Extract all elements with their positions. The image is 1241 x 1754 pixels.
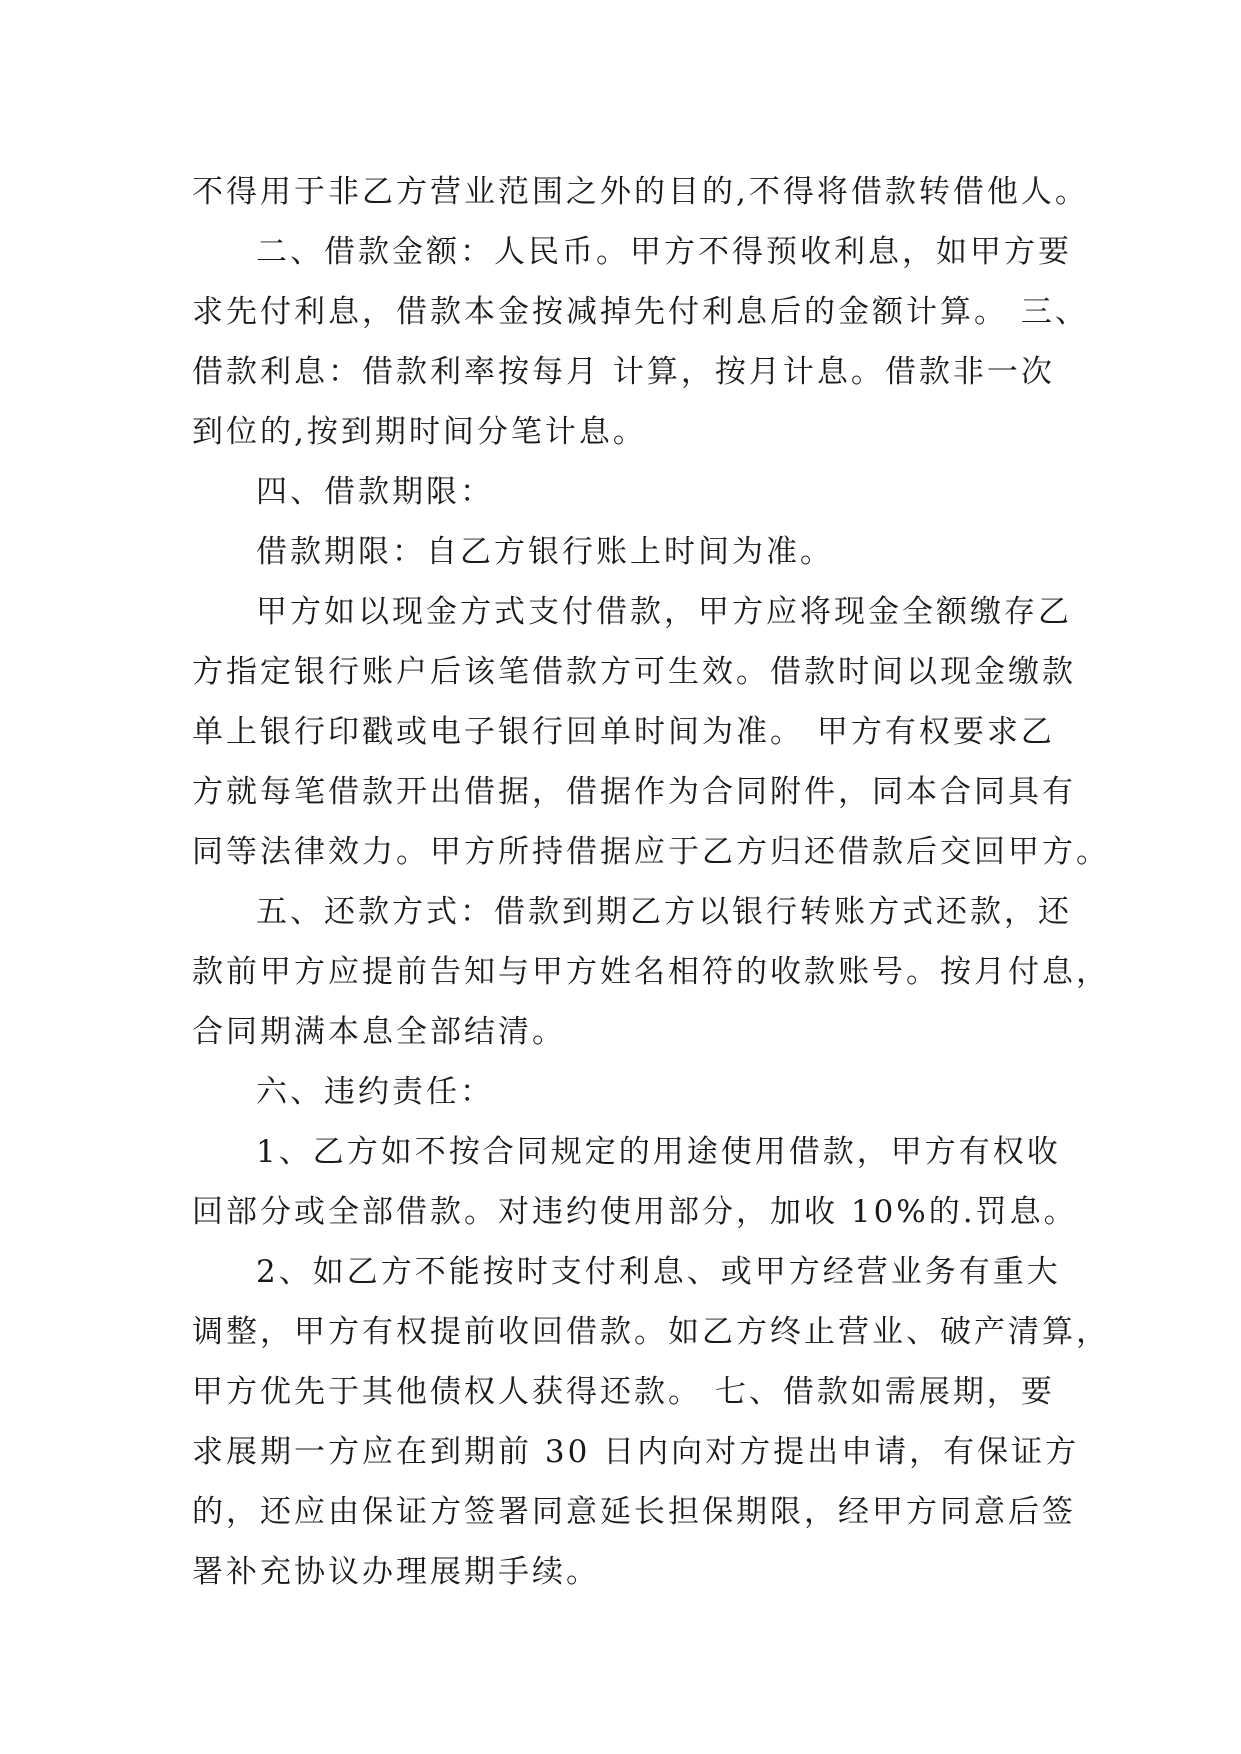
text-line: 1、乙方如不按合同规定的用途使用借款，甲方有权收	[256, 1134, 1061, 1170]
document-body	[192, 162, 1110, 1602]
text-line: 单上银行印戳或电子银行回单时间为准。 甲方有权要求乙	[192, 714, 1055, 750]
text-line: 借款期限：自乙方银行账上时间为准。	[256, 534, 834, 570]
text-line: 求展期一方应在到期前 30 日内向对方提出申请，有保证方	[192, 1434, 1080, 1470]
text-line: 方就每笔借款开出借据，借据作为合同附件，同本合同具有	[192, 774, 1076, 810]
text-line: 回部分或全部借款。对违约使用部分，加收 10%的.罚息。	[192, 1194, 1078, 1230]
text-line: 甲方优先于其他债权人获得还款。 七、借款如需展期，要	[192, 1374, 1055, 1410]
text-line: 同等法律效力。甲方所持借据应于乙方归还借款后交回甲方。	[192, 834, 1110, 870]
section-heading: 六、违约责任：	[256, 1074, 494, 1110]
text-line: 的，还应由保证方签署同意延长担保期限，经甲方同意后签	[192, 1494, 1076, 1530]
text-line: 方指定银行账户后该笔借款方可生效。借款时间以现金缴款	[192, 654, 1076, 690]
text-line: 合同期满本息全部结清。	[192, 1014, 566, 1050]
text-line: 款前甲方应提前告知与甲方姓名相符的收款账号。按月付息，	[192, 954, 1110, 990]
text-line: 2、如乙方不能按时支付利息、或甲方经营业务有重大	[256, 1254, 1061, 1290]
section-heading: 四、借款期限：	[256, 474, 494, 510]
text-line: 借款利息：借款利率按每月 计算，按月计息。借款非一次	[192, 354, 1055, 390]
text-line: 甲方如以现金方式支付借款，甲方应将现金全额缴存乙	[256, 594, 1072, 630]
text-line: 署补充协议办理展期手续。	[192, 1554, 600, 1590]
text-line: 到位的,按到期时间分笔计息。	[192, 414, 647, 450]
text-line: 调整，甲方有权提前收回借款。如乙方终止营业、破产清算，	[192, 1314, 1110, 1350]
text-line: 不得用于非乙方营业范围之外的目的,不得将借款转借他人。	[192, 174, 1089, 210]
text-line: 五、还款方式：借款到期乙方以银行转账方式还款，还	[256, 894, 1072, 930]
text-line: 二、借款金额：人民币。甲方不得预收利息，如甲方要	[256, 234, 1072, 270]
text-line: 求先付利息，借款本金按减掉先付利息后的金额计算。 三、	[192, 294, 1089, 330]
